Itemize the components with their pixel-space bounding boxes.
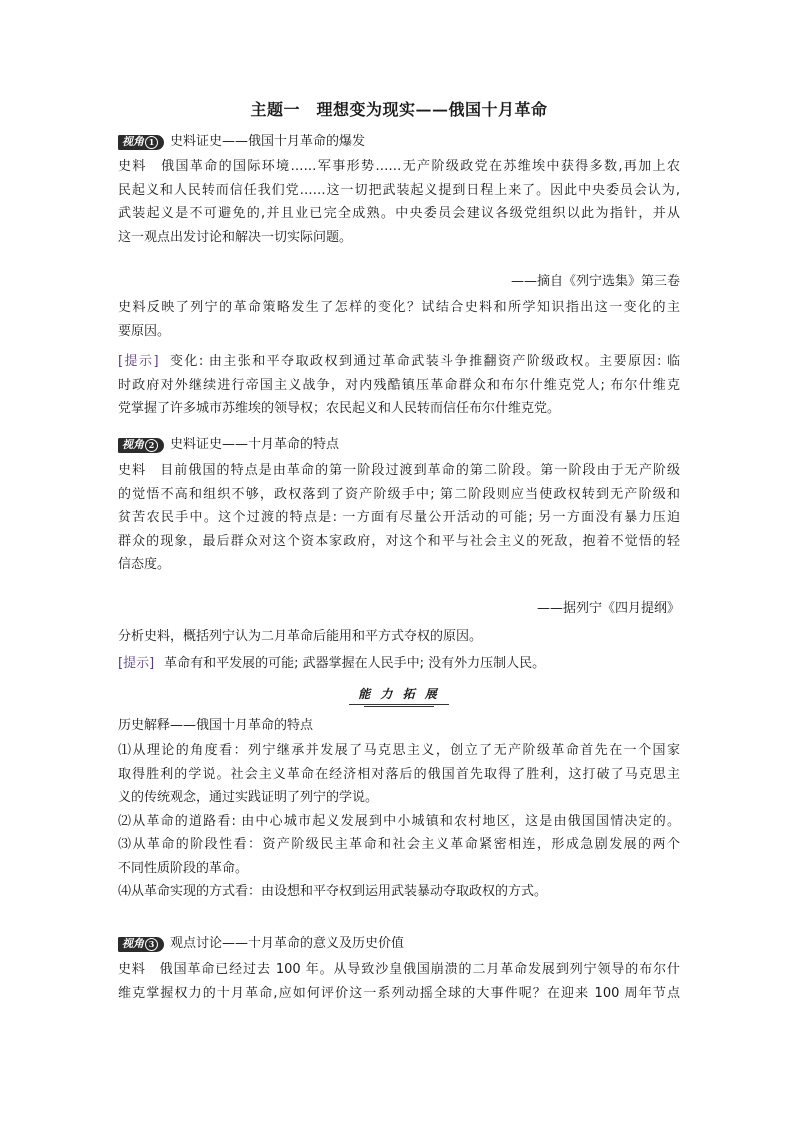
text-line: 史料 俄国革命已经过去 100 年。从导致沙皇俄国崩溃的二月革命发展到列宁领导的布尔什 (118, 962, 680, 977)
hint-label: [提示] (118, 354, 159, 369)
angle-2-question (118, 625, 680, 649)
text-line: 武装起义是不可避免的,并且业已完全成熟。中央委员会建议各级党组织以此为指针，并从 (118, 206, 680, 221)
angle-2-section (118, 434, 680, 456)
angle-badge-icon: 视角 1 (118, 135, 164, 150)
text-line: 要原因。 (118, 323, 171, 339)
text-line: 群众的现象，最后群众对这个资本家政府，对这个和平与社会主义的死敌，抱着不觉悟的轻 (118, 533, 680, 549)
list-item: ⑵从革命的道路看: 由中心城市起义发展到中小城镇和农村地区，这是由俄国国情决定的。 (118, 813, 680, 829)
divider (349, 704, 449, 705)
section-banner: 能 力 拓 展 (349, 686, 449, 707)
list-item: 取得胜利的学说。社会主义革命在经济相对落后的俄国首先取得了胜利，这打破了马克思主 (118, 766, 680, 782)
angle-1-question (118, 296, 680, 343)
list-item: ⑴从理论的角度看：列宁继承并发展了马克思主义，创立了无产阶级革命首先在一个国家 (118, 743, 680, 758)
angle-3-section (118, 933, 680, 955)
text-line: 史料 目前俄国的特点是由革命的第一阶段过渡到革命的第二阶段。第一阶段由于无产阶级 (118, 463, 680, 478)
expansion-list (118, 739, 680, 904)
text-line: 党掌握了许多城市苏维埃的领导权；农民起义和人民转而信任布尔什维克党。 (118, 401, 561, 416)
text-line: 时政府对外继续进行帝国主义战争，对内残酷镇压革命群众和布尔什维克党人; 布尔什维克 (118, 377, 680, 393)
angle-1-heading: 视角 1 史料证史——俄国十月革命的爆发 (118, 131, 680, 153)
angle-1-section (118, 131, 680, 153)
list-item: ⑷从革命实现的方式看：由设想和平夺权到运用武装暴动夺取政权的方式。 (118, 884, 548, 899)
angle-badge-icon: 视角 3 (118, 937, 164, 952)
angle-1-hint (118, 350, 680, 421)
angle-badge-icon: 视角 2 (118, 438, 164, 453)
text-line: 分析史料，概括列宁认为二月革命后能用和平方式夺权的原因。 (118, 629, 483, 644)
text-line: 维克掌握权力的十月革命,应如何评价这一系列动摇全球的大事件呢？在迎来 100 周年节点 (118, 985, 680, 1001)
angle-2-source-text (118, 459, 680, 577)
source-citation: ——摘自《列宁选集》第三卷 (510, 274, 680, 289)
angle-1-source-text (118, 155, 680, 249)
hint-label: [提示] (118, 656, 155, 671)
text-line: 贫苦农民手中。这个过渡的特点是: 一方面有尽量公开活动的可能; 另一方面没有暴力压迫 (118, 510, 680, 525)
divider (364, 706, 434, 707)
hint-text: 革命有和平发展的可能; 武器掌握在人民手中; 没有外力压制人民。 (164, 656, 546, 671)
list-item: 义的传统观念，通过实践证明了列宁的学说。 (118, 790, 379, 805)
expansion-heading: 历史解释——俄国十月革命的特点 (118, 718, 314, 733)
text-line: 的觉悟不高和组织不够，政权落到了资产阶级手中; 第二阶段则应当使政权转到无产阶级和 (118, 486, 680, 502)
angle-2-hint (118, 652, 680, 676)
source-citation: ——据列宁《四月提纲》 (536, 601, 680, 616)
text-line: 这一观点出发讨论和解决一切实际问题。 (118, 229, 353, 245)
text-line: 信态度。 (118, 557, 171, 572)
hint-text: 变化: 由主张和平夺取政权到通过革命武装斗争推翻资产阶级政权。主要原因: 临 (168, 354, 680, 369)
text-line: 史料反映了列宁的革命策略发生了怎样的变化？试结合史料和所学知识指出这一变化的主 (118, 300, 680, 315)
page-title: 主题一 理想变为现实——俄国十月革命 (250, 100, 548, 119)
angle-2-heading: 视角 2 史料证史——十月革命的特点 (118, 434, 680, 456)
angle-3-heading: 视角 3 观点讨论——十月革命的意义及历史价值 (118, 933, 680, 955)
expansion-section (118, 714, 680, 738)
list-item: 不同性质阶段的革命。 (118, 860, 249, 876)
text-line: 民起义和人民转而信任我们党……这一切把武装起义提到日程上来了。因此中央委员会认为, (118, 182, 680, 198)
angle-3-source-text (118, 958, 680, 1005)
text-line: 史料 俄国革命的国际环境……军事形势……无产阶级政党在苏维埃中获得多数,再加上农 (118, 159, 680, 174)
list-item: ⑶从革命的阶段性看：资产阶级民主革命和社会主义革命紧密相连，形成急剧发展的两个 (118, 837, 680, 852)
